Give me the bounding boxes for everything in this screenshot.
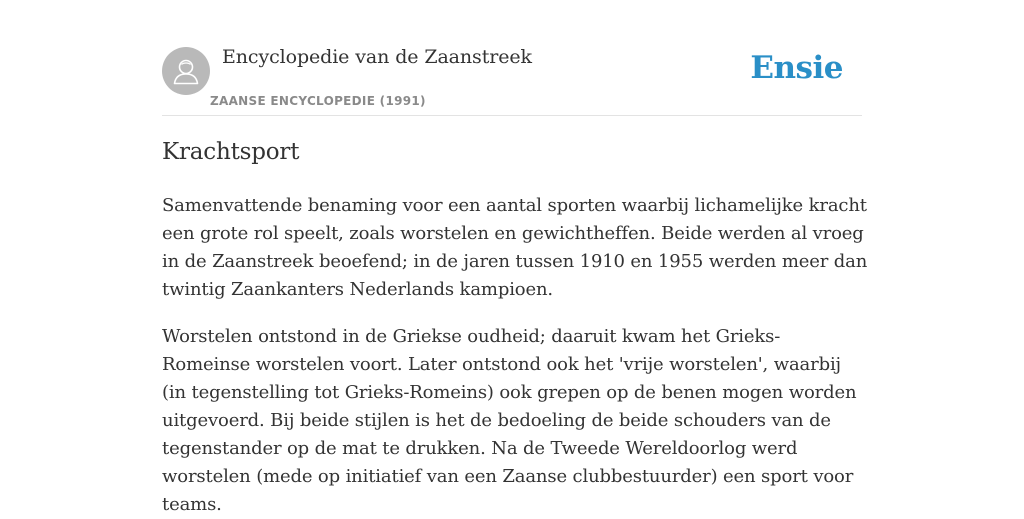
source-subtitle: ZAANSE ENCYCLOPEDIE (1991) xyxy=(210,94,426,108)
source-avatar[interactable] xyxy=(162,47,210,95)
source-header xyxy=(162,0,862,116)
article-paragraph-2: Worstelen ontstond in de Griekse oudheid; daaruit kwam het Grieks-Romeinse worstelen voort. Later ontstond ook het 'vrije worstelen', waarbij (in tegenstelling tot Grieks-Romeins) ook grepen op de benen mogen worden uitgevoerd. Bij beide stijlen is het de bedoeling de beide schouders van de tegenstander op de mat te drukken. Na de Tweede Wereldoorlog werd worstelen (mede op initiatief van een Zaanse clubbestuurder) een sport voor teams. xyxy=(162,326,857,515)
article-paragraph-1: Samenvattende benaming voor een aantal sporten waarbij lichamelijke kracht een grote rol speelt, zoals worstelen en gewichtheffen. Beide werden al vroeg in de Zaanstreek beoefend; in de jaren tussen 1910 en 1955 werden meer dan twintig Zaankanters Nederlands kampioen. xyxy=(162,195,868,300)
brand-logo[interactable]: Ensie xyxy=(750,50,843,86)
source-title[interactable]: Encyclopedie van de Zaanstreek xyxy=(222,46,532,68)
article-title: Krachtsport xyxy=(162,139,300,165)
page xyxy=(162,0,868,515)
user-placeholder-icon xyxy=(162,47,210,95)
